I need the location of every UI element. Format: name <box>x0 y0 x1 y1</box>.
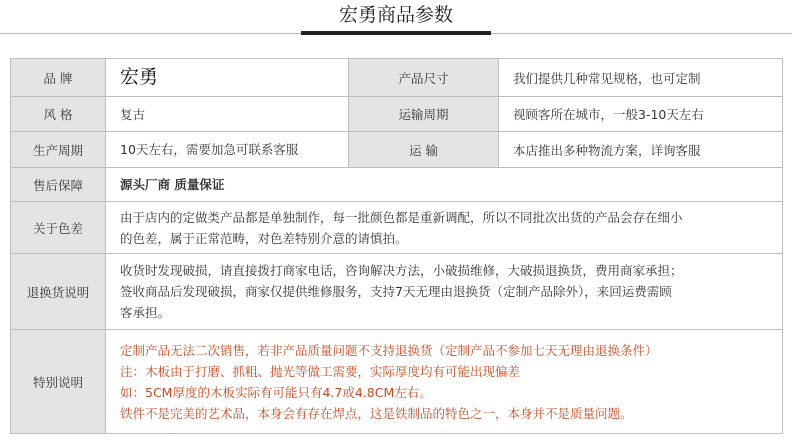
color-diff-label: 关于色差 <box>11 202 106 254</box>
production-period-label: 生产周期 <box>11 132 106 168</box>
table-row-after-sales <box>11 168 783 202</box>
shipping-period-value: 视顾客所在城市，一般3-10天左右 <box>499 97 783 132</box>
shipping-period-label: 运输周期 <box>349 97 499 132</box>
table-row-brand <box>11 59 783 97</box>
special-line-4: 铁件不是完美的艺术品，本身会有存在焊点，这是铁制品的特色之一，本身并不是质量问题。 <box>120 405 633 421</box>
style-label: 风 格 <box>11 97 106 132</box>
after-sales-label: 售后保障 <box>11 168 106 202</box>
table-row-production <box>11 132 783 168</box>
table-row-returns <box>11 254 783 330</box>
size-value: 我们提供几种常见规格，也可定制 <box>499 59 783 97</box>
transport-label: 运 输 <box>349 132 499 168</box>
brand-label: 品 牌 <box>11 59 106 97</box>
brand-value: 宏勇 <box>106 59 349 97</box>
production-period-value: 10天左右，需要加急可联系客服 <box>106 132 349 168</box>
returns-line-3: 客承担。 <box>120 305 171 320</box>
returns-label: 退换货说明 <box>11 254 106 330</box>
returns-text <box>106 254 783 330</box>
special-line-3: 如：5CM厚度的木板实际有可能只有4.7或4.8CM左右。 <box>120 384 432 400</box>
color-diff-line-1: 由于店内的定做类产品都是单独制作，每一批颜色都是重新调配，所以不同批次出货的产品会存在细小 <box>120 209 683 225</box>
special-line-1: 定制产品无法二次销售，若非产品质量问题不支持退换货（定制产品不参加七天无理由退换条件） <box>120 342 658 358</box>
title-underline-bar <box>301 31 491 35</box>
special-line-2: 注：木板由于打磨、抓粗、抛光等做工需要，实际厚度均有可能出现偏差 <box>120 363 521 379</box>
spec-table <box>10 58 783 434</box>
color-diff-text <box>106 202 783 254</box>
color-diff-line-2: 的色差，属于正常范畴，对色差特别介意的请慎拍。 <box>120 230 408 246</box>
special-text <box>106 330 783 434</box>
special-label: 特别说明 <box>11 330 106 434</box>
page-title: 宏勇商品参数 <box>338 4 453 26</box>
returns-line-1: 收货时发现破损，请直接拨打商家电话，咨询解决方法，小破损维修，大破损退换货，费用商家承担； <box>120 263 683 278</box>
transport-value: 本店推出多种物流方案，详询客服 <box>499 132 783 168</box>
table-row-color-diff <box>11 202 783 254</box>
table-row-style <box>11 97 783 132</box>
style-value: 复古 <box>106 97 349 132</box>
after-sales-value: 源头厂商 质量保证 <box>106 168 783 202</box>
table-row-special <box>11 330 783 434</box>
returns-line-2: 签收商品后发现破损，商家仅提供维修服务，支持7天无理由退换货（定制产品除外），来回运费需顾 <box>120 284 672 299</box>
size-label: 产品尺寸 <box>349 59 499 97</box>
